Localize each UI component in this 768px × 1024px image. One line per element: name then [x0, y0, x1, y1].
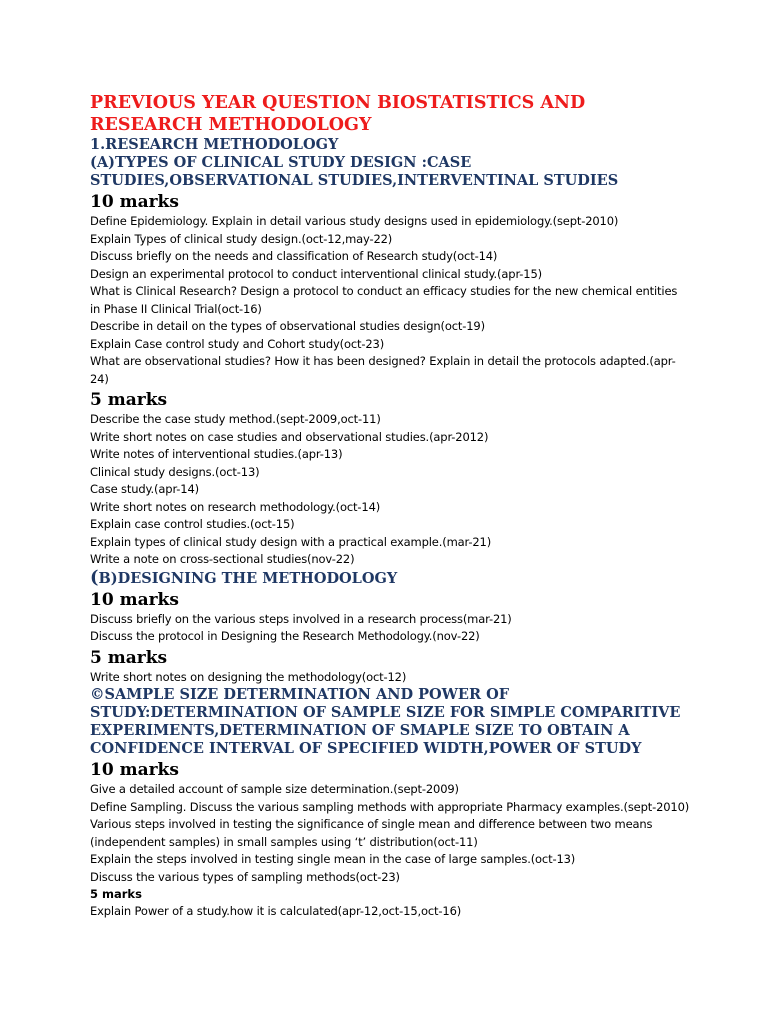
question-item: Define Sampling. Discuss the various sampling methods with appropriate Pharmacy examples.(sept-2010): [90, 799, 690, 814]
question-item: Various steps involved in testing the significance of single mean and difference between two means (independent samples) in small samples using ‘t’ distribution(oct-11): [90, 817, 653, 849]
question-item: Discuss briefly on the various steps involved in a research process(mar-21): [90, 611, 512, 626]
section-a-5-marks-list: [90, 411, 690, 569]
unit-heading: 1.RESEARCH METHODOLOGY: [90, 136, 339, 153]
question-item: Write short notes on case studies and observational studies.(apr-2012): [90, 429, 489, 444]
section-b-5-marks-list: [90, 669, 690, 687]
section-a-heading: (A)TYPES OF CLINICAL STUDY DESIGN :CASE STUDIES,OBSERVATIONAL STUDIES,INTERVENTINAL STUDIES: [90, 154, 619, 189]
question-item: Discuss briefly on the needs and classification of Research study(oct-14): [90, 249, 498, 263]
section-c-10-marks-label: 10 marks: [90, 760, 179, 780]
question-item: What are observational studies? How it has been designed? Explain in detail the protocols adapted.(apr-24): [90, 354, 676, 386]
question-item: Give a detailed account of sample size determination.(sept-2009): [90, 782, 459, 796]
section-b-10-marks-label: 10 marks: [90, 589, 179, 610]
section-c-10-marks-list: [90, 781, 690, 886]
question-item: Clinical study designs.(oct-13): [90, 464, 260, 479]
question-item: Describe the case study method.(sept-2009,oct-11): [90, 412, 381, 426]
question-item: Write short notes on designing the methodology(oct-12): [90, 669, 407, 684]
section-c-heading: ©SAMPLE SIZE DETERMINATION AND POWER OF STUDY:DETERMINATION OF SAMPLE SIZE FOR SIMPLE COMPARITIVE EXPERIMENTS,DETERMINATION OF SMAPLE SIZE TO OBTAIN A CONFIDENCE INTERVAL OF SPECIFIED WIDTH,POWER OF STUDY: [90, 686, 681, 757]
document-title: PREVIOUS YEAR QUESTION BIOSTATISTICS AND RESEARCH METHODOLOGY: [90, 93, 586, 135]
question-item: Explain case control studies.(oct-15): [90, 517, 295, 531]
question-item: Write short notes on research methodology.(oct-14): [90, 499, 381, 514]
question-item: Explain Case control study and Cohort study(oct-23): [90, 336, 385, 351]
question-item: Explain the steps involved in testing single mean in the case of large samples.(oct-13): [90, 852, 576, 866]
question-item: Explain types of clinical study design with a practical example.(mar-21): [90, 534, 492, 549]
section-b-10-marks-list: [90, 611, 690, 646]
question-item: Discuss the protocol in Designing the Research Methodology.(nov-22): [90, 629, 480, 643]
section-b-heading-text: B)DESIGNING THE METHODOLOGY: [98, 569, 398, 587]
question-item: Explain Power of a study.how it is calculated(apr-12,oct-15,oct-16): [90, 904, 462, 918]
question-item: Write a note on cross-sectional studies(nov-22): [90, 552, 355, 566]
section-b-5-marks-label: 5 marks: [90, 647, 168, 668]
question-item: What is Clinical Research? Design a protocol to conduct an efficacy studies for the new chemical entities in Phase II Clinical Trial(oct-16): [90, 284, 678, 316]
section-b-heading: [90, 566, 690, 588]
question-item: Discuss the various types of sampling methods(oct-23): [90, 869, 400, 884]
section-a-10-marks-list: [90, 213, 690, 388]
section-b-heading-lead: (: [90, 566, 99, 588]
section-c-5-marks-list: [90, 903, 690, 921]
question-item: Explain Types of clinical study design.(oct-12,may-22): [90, 231, 393, 246]
question-item: Define Epidemiology. Explain in detail various study designs used in epidemiology.(sept-2010): [90, 214, 619, 228]
question-item: Design an experimental protocol to conduct interventional clinical study.(apr-15): [90, 266, 542, 281]
section-c-5-marks-label: 5 marks: [90, 887, 142, 901]
section-a-10-marks-label: 10 marks: [90, 192, 179, 212]
section-a-5-marks-label: 5 marks: [90, 390, 168, 410]
question-item: Describe in detail on the types of observational studies design(oct-19): [90, 319, 485, 333]
question-item: Case study.(apr-14): [90, 482, 199, 496]
question-item: Write notes of interventional studies.(apr-13): [90, 447, 343, 461]
document-body: [90, 92, 690, 921]
